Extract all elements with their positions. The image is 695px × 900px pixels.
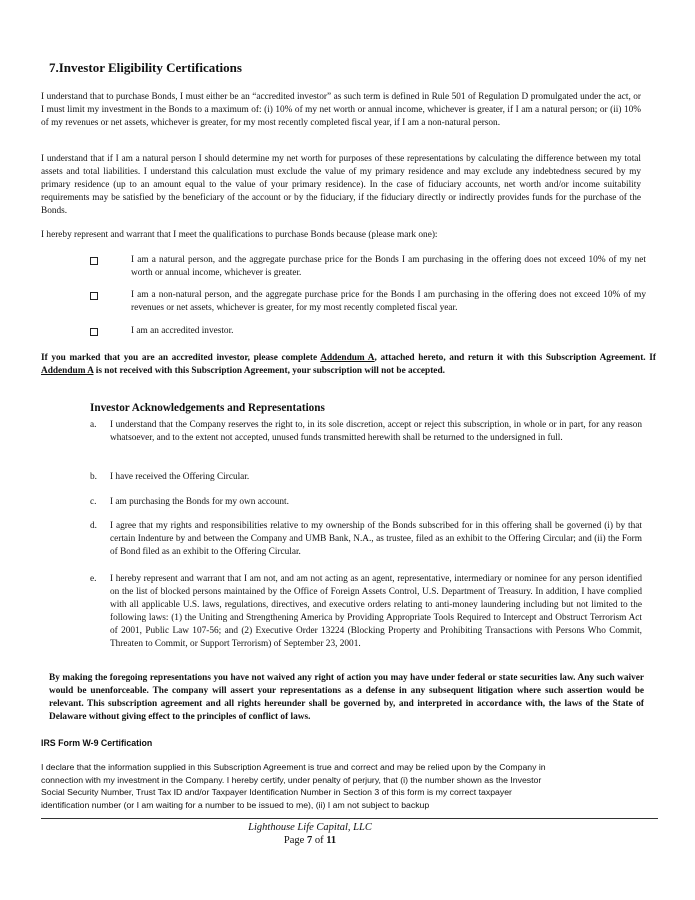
ack-item-b: I have received the Offering Circular. [110,472,250,482]
checkbox-non-natural-person[interactable] [90,292,98,300]
page-number [180,835,440,846]
w9-text: I declare that the information supplied in this Subscription Agreement is true and correct and may be relied upon by the Company in connection with my investment in the Company. I hereby certify, under penalty of perjury, that (i) the number shown as the Investor Social Security Number, Trust Tax ID and/or Taxpayer Identification Number in Section 3 of this form is my correct taxpayer identification number (or I am waiting for a number to be issued to me), (ii) I am not subject to backup [41,762,546,810]
page-of-label: of [312,835,327,846]
notice-text-1: If you marked that you are an accredited investor, please complete [41,353,321,363]
page-current: 7 [306,835,313,846]
addendum-notice [41,352,656,378]
eligibility-paragraph-2: I understand that if I am a natural person I should determine my net worth for purposes of these representations by calculating the difference between my total assets and total liabilities. I understand this calculation must exclude the value of my primary residence and may exclude any indebtedness secured by my primary residence (up to an amount equal to the value of your primary residence). In the case of fiduciary accounts, net worth and/or income suitability requirements may be satisfied by the beneficiary of the account or by the fiduciary, if the fiduciary directly or indirectly provides funds for the purchase of the Bonds. [41,154,641,216]
notice-text-2: , attached hereto, and return it with this Subscription Agreement. If [374,353,656,363]
w9-title: IRS Form W-9 Certification [41,738,153,748]
footer-company: Lighthouse Life Capital, LLC [248,822,372,833]
checkbox-accredited-investor[interactable] [90,328,98,336]
footer-divider [41,818,658,819]
waiver-paragraph: By making the foregoing representations you have not waived any right of action you may have under federal or state securities law. Any such waiver would be unenforceable. The company will assert your representations as a defense in any subsequent litigation where such assertion would be relevant. This subscription agreement and all rights hereunder shall be governed by, and interpreted in accordance with, the laws of the State of Delaware without giving effect to the principles of conflict of laws. [49,673,644,722]
addendum-a-link-2[interactable]: Addendum A [41,366,94,376]
notice-text-3: is not received with this Subscription Agreement, your subscription will not be accepted. [93,366,445,376]
ack-item-d: I agree that my rights and responsibilities relative to my ownership of the Bonds subscribed for in this offering shall be governed (i) by that certain Indenture by and between the Company and UMB Bank, N.A., as trustee, filed as an exhibit to the Offering Circular; and (ii) the Form of Bond filed as an exhibit to the Offering Circular. [110,521,642,557]
ack-item-e: I hereby represent and warrant that I am not, and am not acting as an agent, representative, intermediary or nominee for any person identified on the list of blocked persons maintained by the Office of Foreign Assets Control, U.S. Department of Treasury. In addition, I have complied with all applicable U.S. laws, regulations, directives, and executive orders relating to anti-money laundering including but not limited to the following laws: (1) the Uniting and Strengthening America by Providing Appropriate Tools Required to Intercept and Obstruct Terrorism Act of 2001, Public Law 107-56; and (2) Executive Order 13224 (Blocking Property and Prohibiting Transactions with Persons Who Commit, Threaten to Commit, or Support Terrorism) of September 23, 2001. [110,574,642,649]
option-accredited-investor: I am an accredited investor. [131,326,234,336]
option-non-natural-person: I am a non-natural person, and the aggregate purchase price for the Bonds I am purchasing in the offering does not exceed 10% of my revenues or net assets, whichever is greater, for my most recently completed fiscal year. [131,290,646,313]
item-letter: a. [90,420,97,430]
page-total: 11 [326,835,337,846]
eligibility-paragraph-3: I hereby represent and warrant that I meet the qualifications to purchase Bonds because (please mark one): [41,230,438,240]
section-number: 7. [49,60,59,75]
ack-item-a: I understand that the Company reserves the right to, in its sole discretion, accept or reject this subscription, in whole or in part, for any reason whatsoever, and to the extent not accepted, unused funds transmitted herewith shall be returned to the undersigned in full. [110,420,642,443]
ack-item-c: I am purchasing the Bonds for my own account. [110,497,289,507]
item-letter: c. [90,497,97,507]
item-letter: e. [90,574,97,584]
section-heading [49,60,242,76]
addendum-a-link[interactable]: Addendum A [320,353,375,363]
checkbox-natural-person[interactable] [90,257,98,265]
acknowledgements-title: Investor Acknowledgements and Representations [90,402,325,414]
section-title: Investor Eligibility Certifications [58,60,242,75]
option-natural-person: I am a natural person, and the aggregate purchase price for the Bonds I am purchasing in the offering does not exceed 10% of my net worth or annual income, whichever is greater. [131,255,646,278]
item-letter: b. [90,472,97,482]
eligibility-paragraph-1: I understand that to purchase Bonds, I must either be an “accredited investor” as such term is defined in Rule 501 of Regulation D promulgated under the act, or I must limit my investment in the Bonds to a maximum of: (i) 10% of my net worth or annual income, whichever is greater, if I am a natural person; or (ii) 10% of my revenues or net assets, whichever is greater, for my most recently completed fiscal year, if I am a non-natural person. [41,92,641,128]
page-label: Page [283,835,307,846]
item-letter: d. [90,521,97,531]
